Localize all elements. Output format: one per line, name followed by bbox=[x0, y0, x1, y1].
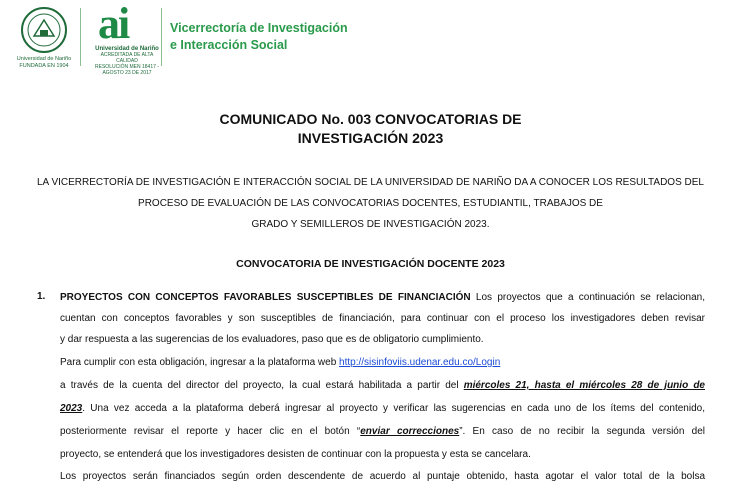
intro-line3: GRADO Y SEMILLEROS DE INVESTIGACIÓN 2023. bbox=[251, 219, 490, 230]
vice-rectorate-name bbox=[170, 20, 348, 54]
paragraph-line bbox=[60, 402, 705, 416]
intro-line2: PROCESO DE EVALUACIÓN DE LAS CONVOCATORIAS DOCENTES, ESTUDIANTIL, TRABAJOS DE bbox=[138, 198, 603, 209]
accreditation-label bbox=[92, 46, 162, 76]
line4-prefix: Para cumplir con esta obligación, ingresar a la plataforma web bbox=[60, 357, 340, 368]
paragraph-line bbox=[60, 356, 705, 370]
line5-prefix: a través de la cuenta del director del proyecto, la cual estará habilitada a partir del bbox=[60, 380, 464, 391]
divider bbox=[161, 8, 162, 66]
accreditation-line3: RESOLUCIÓN MEN 18417 - AGOSTO 23 DE 2017 bbox=[95, 64, 159, 76]
document-title bbox=[0, 110, 741, 148]
university-seal-icon bbox=[20, 6, 68, 54]
paragraph-line: Los proyectos serán financiados según orden descendente de acuerdo al puntaje obtenido, hasta agotar el valor total de la bolsa bbox=[60, 471, 705, 482]
paragraph-line: proyecto, se entenderá que los investigadores desisten de continuar con la propuesta y esta se cancelara. bbox=[60, 449, 531, 460]
vice-line1: Vicerrectoría de Investigación bbox=[170, 21, 348, 35]
seal-label bbox=[4, 56, 84, 70]
button-reference: enviar correcciones bbox=[360, 426, 460, 437]
item-heading: PROYECTOS CON CONCEPTOS FAVORABLES SUSCEPTIBLES DE FINANCIACIÓN bbox=[60, 292, 471, 303]
divider bbox=[80, 8, 81, 66]
intro-paragraph bbox=[0, 172, 741, 235]
seal-label-line1: Universidad de Nariño bbox=[16, 56, 72, 62]
section-subtitle: CONVOCATORIA DE INVESTIGACIÓN DOCENTE 2023 bbox=[236, 258, 505, 270]
vice-line2: e Interacción Social bbox=[170, 38, 288, 52]
title-line2: INVESTIGACIÓN 2023 bbox=[297, 130, 444, 146]
paragraph-line bbox=[60, 425, 705, 439]
platform-link[interactable]: http://sisinfoviis.udenar.edu.co/Login bbox=[339, 357, 501, 368]
accreditation-line2: ACREDITADA DE ALTA CALIDAD bbox=[100, 52, 154, 64]
paragraph-line: y dar respuesta a las sugerencias de los evaluadores, paso que es de obligatorio cumplimiento. bbox=[60, 334, 484, 345]
seal-label-line2: FUNDADA EN 1904 bbox=[19, 63, 69, 69]
intro-line1: LA VICERRECTORÍA DE INVESTIGACIÓN E INTERACCIÓN SOCIAL DE LA UNIVERSIDAD DE NARIÑO DA A CONOCER LOS RESULTADOS DEL bbox=[36, 177, 704, 188]
item-number: 1. bbox=[37, 291, 46, 302]
date-year: 2023 bbox=[60, 403, 83, 414]
letterhead bbox=[0, 0, 741, 80]
title-line1: COMUNICADO No. 003 CONVOCATORIAS DE bbox=[219, 111, 522, 127]
line7-suffix: ”. En caso de no recibir la segunda versión del bbox=[459, 426, 705, 437]
ai-logo: ai bbox=[98, 0, 129, 48]
paragraph-line bbox=[60, 379, 705, 393]
paragraph-line: cuentan con conceptos favorables y son susceptibles de financiación, para continuar con el proceso los investigadores deben revisar bbox=[60, 313, 705, 324]
date-range: miércoles 21, hasta el miércoles 28 de junio de bbox=[463, 380, 705, 391]
item-line1-rest: Los proyectos que a continuación se relacionan, bbox=[470, 292, 705, 303]
line6-rest: . Una vez acceda a la plataforma deberá ingresar al proyecto y verificar las sugerencias en cada uno de los ítems del contenido, bbox=[82, 403, 705, 414]
line7-prefix: posteriormente revisar el reporte y hacer clic en el botón “ bbox=[60, 426, 361, 437]
paragraph-line bbox=[60, 291, 705, 305]
accreditation-line1: Universidad de Nariño bbox=[95, 46, 159, 52]
